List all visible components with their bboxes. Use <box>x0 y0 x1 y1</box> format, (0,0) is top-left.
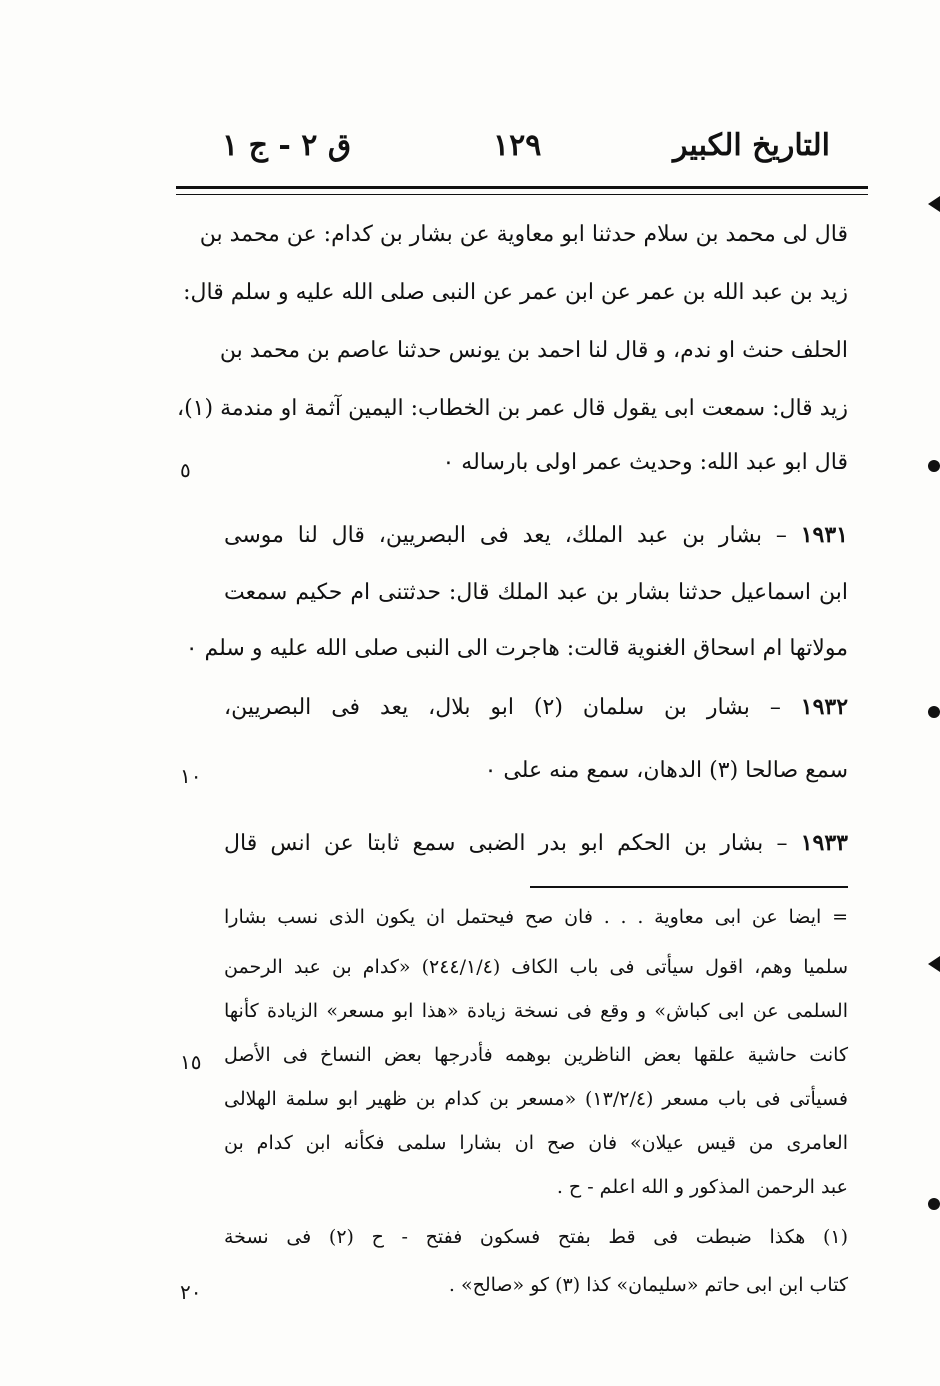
entry-number: ١٩٣٣ <box>800 830 848 856</box>
text-line: سمع صالحا (٣) الدهان، سمع منه على ٠ <box>484 758 848 783</box>
entry-number: ١٩٣٢ <box>800 694 849 720</box>
scan-edge-mark-icon <box>928 706 940 718</box>
footnote-line: (١) هكذا ضبطت فى قط بفتح فسكون ففتح - ح (٢) فى نسخة <box>224 1226 848 1248</box>
entry-text: – بشار بن سلمان (٢) ابو بلال، يعد فى البصريين، <box>224 695 781 720</box>
header-rule <box>176 186 868 189</box>
header-rule-thin <box>176 194 868 195</box>
entry-first-line <box>224 830 848 857</box>
footnote-line: السلمى عن ابى كباش» و وقع فى نسخة زيادة «هذا ابو مسعر» الزيادة كأنها <box>224 1000 848 1022</box>
footnote-rule <box>530 886 848 888</box>
footnote-line: = ايضا عن ابى معاوية . . . فان صح فيحتمل ان يكون الذى نسب بشارا <box>224 906 848 928</box>
scan-edge-mark-icon <box>928 196 940 212</box>
entry-number: ١٩٣١ <box>800 522 848 548</box>
text-line: زيد بن عبد الله بن عمر عن ابن عمر عن النبى صلى الله عليه و سلم قال: <box>183 280 848 305</box>
text-line: قال ابو عبد الله: وحديث عمر اولى بارساله ٠ <box>442 450 848 475</box>
text-line: قال لى محمد بن سلام حدثنا ابو معاوية عن بشار بن كدام: عن محمد بن <box>199 222 848 247</box>
entry-first-line <box>224 522 848 549</box>
entry-first-line <box>224 694 848 721</box>
footnote-line: العامرى من قيس عيلان» فان صح ان بشارا سلمى فكأنه ابن كدام بن <box>224 1132 848 1154</box>
volume-part: ق ٢ - ج ١ <box>222 128 352 163</box>
running-title: التاريخ الكبير <box>672 128 830 163</box>
line-number: ١٥ <box>180 1050 202 1074</box>
page-number: ١٢٩ <box>493 128 542 163</box>
entry-text: – بشار بن الحكم ابو بدر الضبى سمع ثابتا عن انس قال <box>224 831 788 856</box>
footnote-line: عبد الرحمن المذكور و الله اعلم - ح . <box>556 1176 848 1198</box>
text-line: زيد قال: سمعت ابى يقول قال عمر بن الخطاب: اليمين آثمة او مندمة (١)، <box>176 396 848 421</box>
scan-edge-mark-icon <box>928 1198 940 1210</box>
text-line: مولاتها ام اسحاق الغنوية قالت: هاجرت الى النبى صلى الله عليه و سلم ٠ <box>185 636 848 661</box>
scan-edge-mark-icon <box>928 956 940 972</box>
footnote-line: سلميا وهم، اقول سيأتى فى باب الكاف (٢٤٤/١/٤) «كدام بن عبد الرحمن <box>224 956 848 978</box>
scan-edge-mark-icon <box>928 460 940 472</box>
text-line: ابن اسماعيل حدثنا بشار بن عبد الملك قال: حدثتنى ام حكيم سمعت <box>224 580 848 605</box>
text-line: الحلف حنث او ندم، و قال لنا احمد بن يونس حدثنا عاصم بن محمد بن <box>219 338 848 363</box>
footnote-line: كتاب ابن ابى حاتم «سليمان» كذا (٣) كو «صالح» . <box>448 1274 848 1296</box>
footnote-line: كانت حاشية علقها بعض الناظرين بوهمه فأدرجها بعض النساخ فى الأصل <box>224 1044 848 1066</box>
line-number: ٥ <box>180 458 191 482</box>
line-number: ٢٠ <box>180 1280 202 1304</box>
footnote-line: فسيأتى فى باب مسعر (١٣/٢/٤) «مسعر بن كدام بن ظهير ابو سلمة الهلالى <box>224 1088 848 1110</box>
line-number: ١٠ <box>180 764 202 788</box>
entry-text: – بشار بن عبد الملك، يعد فى البصريين، قال لنا موسى <box>224 523 787 548</box>
